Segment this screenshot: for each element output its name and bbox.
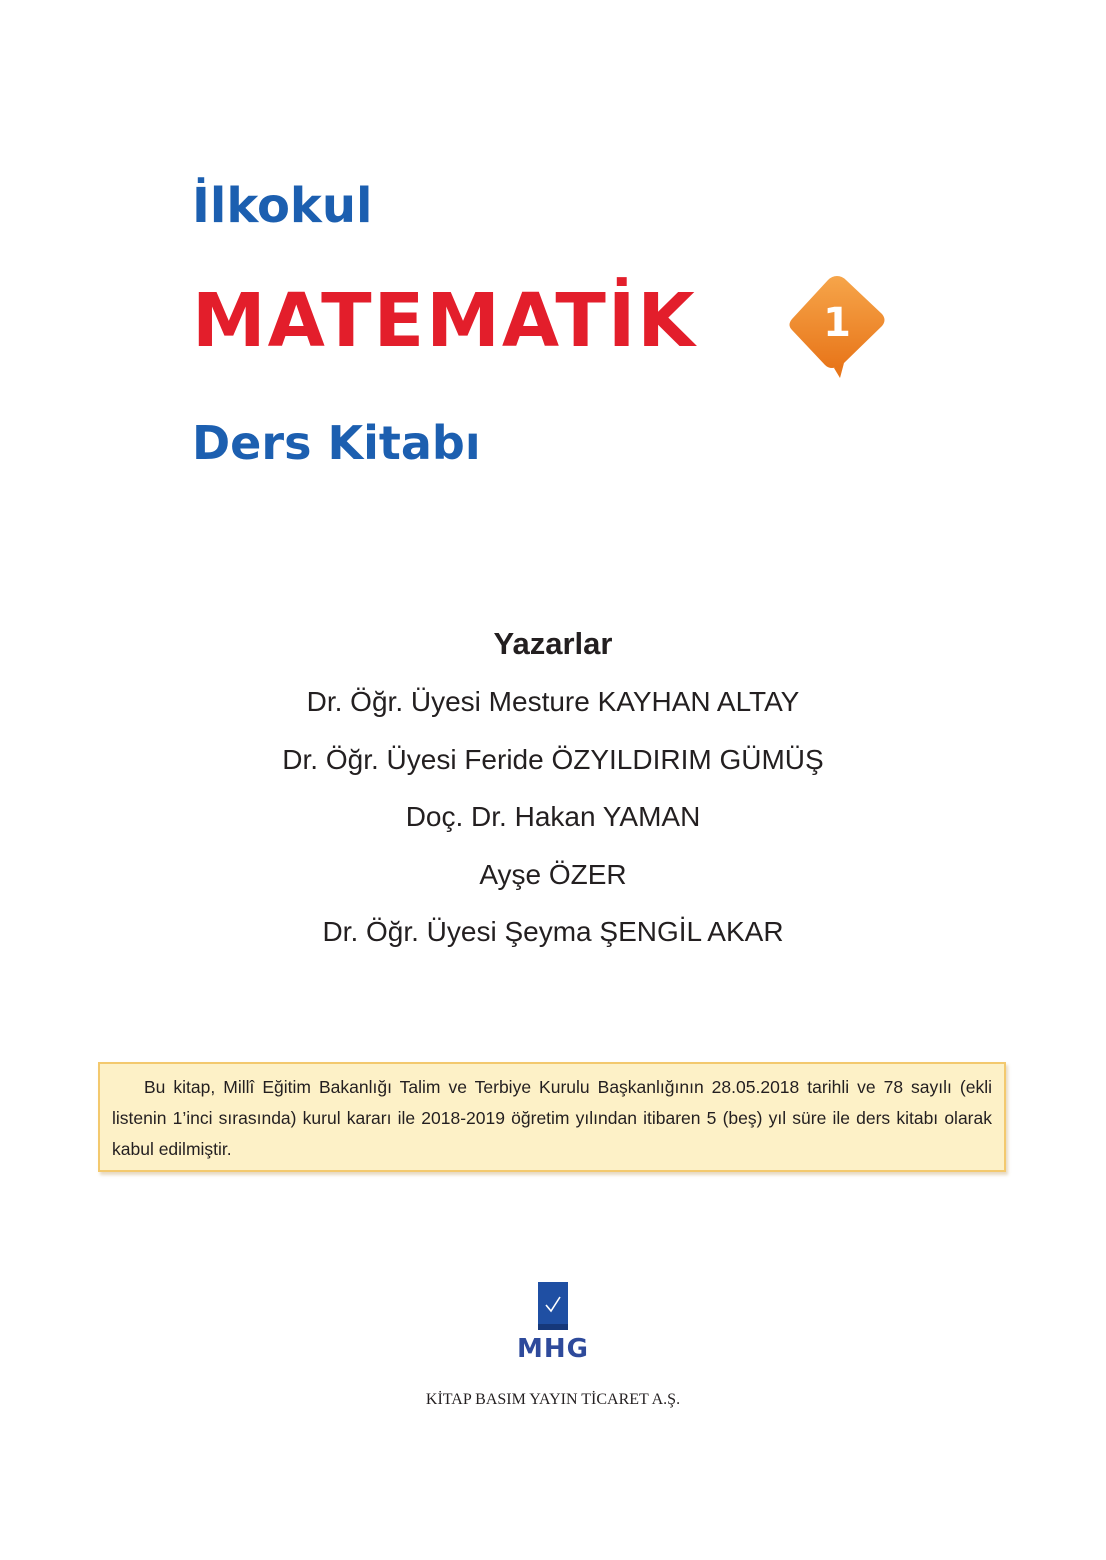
author-name: Dr. Öğr. Üyesi Şeyma ŞENGİL AKAR bbox=[322, 916, 784, 947]
author-name: Dr. Öğr. Üyesi Feride ÖZYILDIRIM GÜMÜŞ bbox=[282, 743, 824, 775]
author-name: Doç. Dr. Hakan YAMAN bbox=[405, 801, 701, 832]
author-name: Dr. Öğr. Üyesi Mesture KAYHAN ALTAY bbox=[306, 686, 800, 717]
grade-number: 1 bbox=[823, 300, 851, 346]
school-level-title: İlkokul bbox=[192, 178, 373, 234]
grade-badge-icon bbox=[782, 270, 892, 380]
publisher-company: KİTAP BASIM YAYIN TİCARET A.Ş. bbox=[425, 1391, 681, 1408]
subject-title: MATEMATİK bbox=[192, 278, 697, 364]
book-type-title: Ders Kitabı bbox=[192, 416, 481, 470]
authors-heading: Yazarlar bbox=[493, 626, 613, 661]
book-checkmark-icon bbox=[536, 1280, 570, 1332]
author-name: Ayşe ÖZER bbox=[479, 858, 627, 890]
publisher-name: MHG bbox=[517, 1334, 589, 1364]
publisher-section bbox=[0, 1280, 1106, 1412]
cover-title-block bbox=[192, 168, 952, 498]
approval-notice: Bu kitap, Millî Eğitim Bakanlığı Talim ve Terbiye Kurulu Başkanlığının 28.05.2018 tarihli ve 78 sayılı (ekli listenin 1’inci sırasında) kurul kararı ile 2018-2019 öğretim yılından itibaren 5 (beş) yıl süre ile ders kitabı olarak kabul edilmiştir. bbox=[98, 1062, 1006, 1172]
authors-section bbox=[0, 615, 1106, 961]
